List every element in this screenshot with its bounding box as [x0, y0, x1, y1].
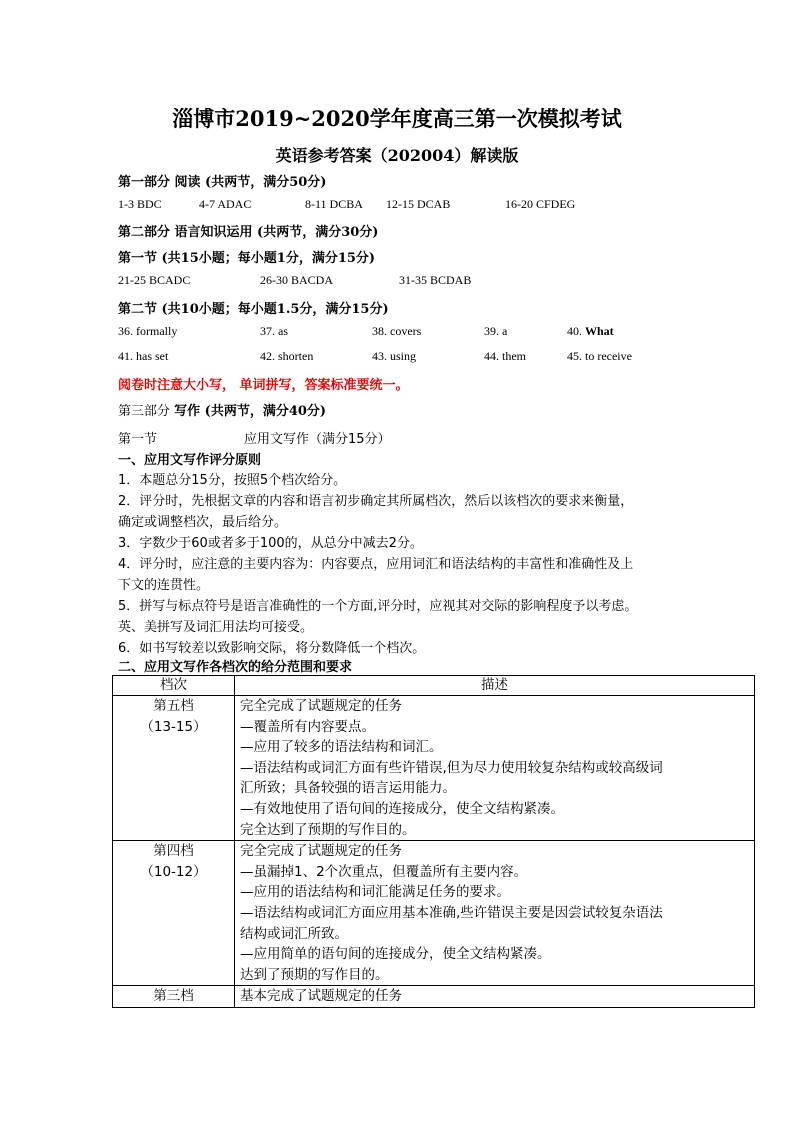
answer-group: 8-11 DCBA [305, 197, 363, 211]
description-line: 基本完成了试题规定的任务 [240, 988, 402, 1005]
answer-item [567, 324, 614, 339]
principle-line: 4．评分时，应注意的主要内容为：内容要点，应用词汇和语法结构的丰富性和准确性及上 [118, 557, 634, 572]
description-line: 结构或词汇所致。 [240, 925, 348, 942]
principle-line: 6．如书写较差以致影响交际，将分数降低一个档次。 [118, 641, 426, 656]
principle-line: 下文的连贯性。 [118, 578, 210, 593]
description-line: —应用的语法结构和词汇能满足任务的要求。 [240, 884, 510, 901]
answer-item: 37. as [260, 324, 288, 338]
description-line: —语法结构或词汇方面有些许错误,但为尽力使用较复杂结构或较高级词 [240, 759, 663, 776]
part1-heading: 第一部分 阅读 (共两节，满分50分) [118, 175, 327, 190]
principles-heading: 一、应用文写作评分原则 [118, 453, 262, 468]
answer-group: 12-15 DCAB [386, 197, 451, 211]
grade-label: 第五档 [153, 698, 194, 714]
description-line: —虽漏掉1、2个次重点，但覆盖所有主要内容。 [240, 863, 528, 880]
part2-heading: 第二部分 语言知识运用 (共两节，满分30分) [118, 225, 379, 240]
exam-title: 淄博市2019~2020学年度高三第一次模拟考试 [172, 106, 622, 131]
grade-cell [113, 986, 235, 1008]
description-line: 完全达到了预期的写作目的。 [240, 821, 416, 838]
description-line: 完全完成了试题规定的任务 [240, 698, 402, 714]
answer-item: 45. to receive [567, 349, 632, 363]
grade-range: （10-12） [140, 863, 207, 880]
answer-group: 31-35 BCDAB [399, 273, 472, 287]
description-cell [235, 986, 755, 1008]
part3-heading [118, 400, 326, 419]
answer-item: 42. shorten [260, 349, 314, 363]
part3-label: 第三部分 [118, 404, 175, 419]
table-header-row [113, 676, 755, 696]
principle-line: 确定或调整档次，最后给分。 [118, 515, 288, 530]
description-line: —语法结构或词汇方面应用基本准确,些许错误主要是因尝试较复杂语法 [240, 904, 663, 921]
grade-cell [113, 841, 235, 986]
answer-item: 36. formally [118, 324, 178, 338]
principle-line: 英、美拼写及词汇用法均可接受。 [118, 620, 314, 635]
description-line: —覆盖所有内容要点。 [240, 718, 375, 735]
answer-item: 38. covers [372, 324, 422, 338]
column-header-grade: 档次 [113, 676, 235, 696]
table-row [113, 696, 755, 841]
answer-item: 44. them [484, 349, 526, 363]
part3-section1-label: 第一节 [118, 432, 158, 447]
principle-line: 3．字数少于60或者多于100的，从总分中减去2分。 [118, 536, 423, 551]
answer-group: 1-3 BDC [118, 197, 162, 211]
exam-subtitle: 英语参考答案（202004）解读版 [275, 146, 519, 165]
answer-item: 43. using [372, 349, 417, 363]
description-line: 达到了预期的写作目的。 [240, 966, 389, 983]
principle-line: 2．评分时，先根据文章的内容和语言初步确定其所属档次，然后以该档次的要求来衡量， [118, 494, 634, 509]
grade-cell [113, 696, 235, 841]
answer-word: What [585, 324, 614, 338]
part3-title: 写作 (共两节，满分40分) [174, 404, 327, 419]
grading-table [112, 675, 755, 1008]
description-line: —有效地使用了语句间的连接成分，使全文结构紧凑。 [240, 800, 564, 817]
grading-note: 阅卷时注意大小写， 单词拼写，答案标准要统一。 [118, 378, 409, 393]
answer-group: 21-25 BCADC [118, 273, 191, 287]
answer-group: 16-20 CFDEG [505, 197, 576, 211]
description-line: —应用了较多的语法结构和词汇。 [240, 739, 443, 756]
answer-item: 41. has set [118, 349, 169, 363]
description-line: 完全完成了试题规定的任务 [240, 843, 402, 860]
description-line: —应用简单的语句间的连接成分，使全文结构紧凑。 [240, 946, 551, 963]
grade-label: 第四档 [153, 843, 194, 860]
principle-line: 5．拼写与标点符号是语言准确性的一个方面,评分时，应视其对交际的影响程度予以考虑。 [118, 599, 638, 614]
description-line: 汇所致；具备较强的语言运用能力。 [240, 780, 456, 797]
table-heading: 二、应用文写作各档次的给分范围和要求 [118, 660, 353, 675]
part2-section1-heading: 第一节 (共15小题；每小题1分，满分15分) [118, 251, 376, 266]
principle-line: 1．本题总分15分，按照5个档次给分。 [118, 473, 347, 488]
answer-group: 26-30 BACDA [260, 273, 334, 287]
answer-number: 40. [567, 324, 585, 338]
table-row [113, 986, 755, 1008]
part3-section1-title: 应用文写作（满分15分） [244, 432, 391, 447]
column-header-description: 描述 [235, 676, 755, 696]
part2-section2-heading: 第二节 (共10小题；每小题1.5分，满分15分) [118, 302, 389, 317]
grade-label: 第三档 [153, 988, 194, 1005]
grade-range: （13-15） [140, 718, 207, 735]
answer-group: 4-7 ADAC [199, 197, 252, 211]
table-row [113, 841, 755, 986]
description-cell [235, 841, 755, 986]
answer-item: 39. a [484, 324, 508, 338]
description-cell [235, 696, 755, 841]
